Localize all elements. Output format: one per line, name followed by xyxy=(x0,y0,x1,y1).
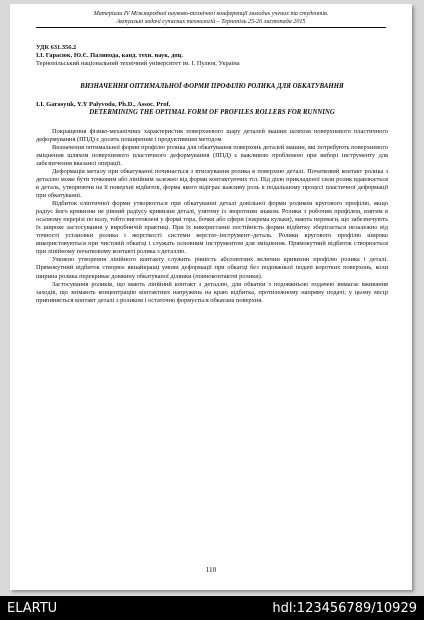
title-en: DETERMINING THE OPTIMAL FORM OF PROFILES ROLLERS FOR RUNNING xyxy=(89,109,335,117)
page-number: 110 xyxy=(205,566,217,574)
paragraph-1: Покращення фізико-механічних характеристик поверхневого шару деталей машин шляхом поверхневого пластичного деформування (ППД) є досить поширеним і продуктивним методом xyxy=(36,127,388,143)
handle-identifier[interactable]: hdl:123456789/10929 xyxy=(272,600,417,616)
paragraph-4: Відбиток еліптичної форми утворюється при обкатуванні деталі довільної форми роликом кругового профілю, якщо радіус його кривизни не рівний радіусу кривизни деталі, узятому із зворотним знаком. Ролики з робочим профілем, взятим в осьовому перерізі по колу, тобто виготовлені у формі тора, бочки або сфери (зокрема кульки), мають переваги, що забезпечують їх широке застосування у виробничій практиці. При їх використанні постійність форми відбитку зберігається незалежно від точності установки ролика і жорсткості системи верстат–інструмент–деталь. Ролики кругового профілю широко використовуються при чистовій обкатці і служать основним інструментом для зміцнення. Прямокутний відбиток створюється при лінійному початковому контакті ролика з деталлю. xyxy=(36,200,388,256)
header-line-2: Актуальні задачі сучасних технологій – Тернопіль 25-26 листопада 2015 xyxy=(116,19,306,25)
authors-en: I.I. Garasyuk, Y.Y Palyvoda, Ph.D., Assoc. Prof. xyxy=(36,101,171,109)
paragraph-5: Умовою утворення лінійного контакту служить рівність абсолютних величин кривизни профілю ролика і деталі. Прямокутний відбиток створює якнайкращі умови деформації при обкатці без подовжньої подачі коротких поверхонь, коли ширина ролика перекриває довжину обкатуваної ділянки (повноконтактні ролики). xyxy=(36,256,388,280)
header-line-1: Матеріали IV Міжнародної науково-технічної конференції молодих учених та студентів. xyxy=(93,11,329,17)
document-page xyxy=(10,4,412,590)
udc-code: УДК 631.356.2 xyxy=(36,44,77,51)
repository-name: ELARTU xyxy=(7,600,58,616)
paragraph-3: Деформація металу при обкатуванні починається з втискування ролика в поверхню деталі. Початковий контакт ролика з деталлю може бути точковим або лінійним залежно від форми контактуючих тіл. Під дією прикладеної сили ролик вдавлюється в деталь, утворюючи на її поверхні відбиток, форма якого відіграє важливу роль в подальшому процесі пластичної деформації при обкатуванні. xyxy=(36,167,388,200)
authors-ua: І.І. Гарасюк, Ю.Є. Паливода, канд. техн. наук, доц. xyxy=(36,52,183,60)
title-ua: ВИЗНАЧЕННЯ ОПТИМАЛЬНОЇ ФОРМИ ПРОФІЛЮ РОЛИКА ДЛЯ ОБКАТУВАННЯ xyxy=(80,83,344,91)
header-divider xyxy=(36,27,386,28)
paragraph-2: Визначення оптимальної форми профілю ролика для обкатування поверхонь деталей машин, які потребують поверхневого зміцнення шляхом поверхневого пластичного деформування (ППД) є важливою проблемою при виборі інструменту для забезпечення вказаної операції. xyxy=(36,143,388,167)
status-bar xyxy=(0,596,424,620)
running-header xyxy=(36,10,386,26)
article-body xyxy=(36,44,388,305)
paragraph-6: Застосування роликів, що мають лінійний контакт з деталлю, для обкатки з подовжньою подачею вимагає вживання заходів, що знімають концентрацію контактних напружень на краю відбитка, протилежному напряму подачі; у цьому місці припиняється контакт деталі з роликом і остаточно формується обкатана поверхня. xyxy=(36,280,388,304)
affiliation: Тернопільський національний технічний університет ім. І. Пулюя, Україна xyxy=(36,60,240,68)
